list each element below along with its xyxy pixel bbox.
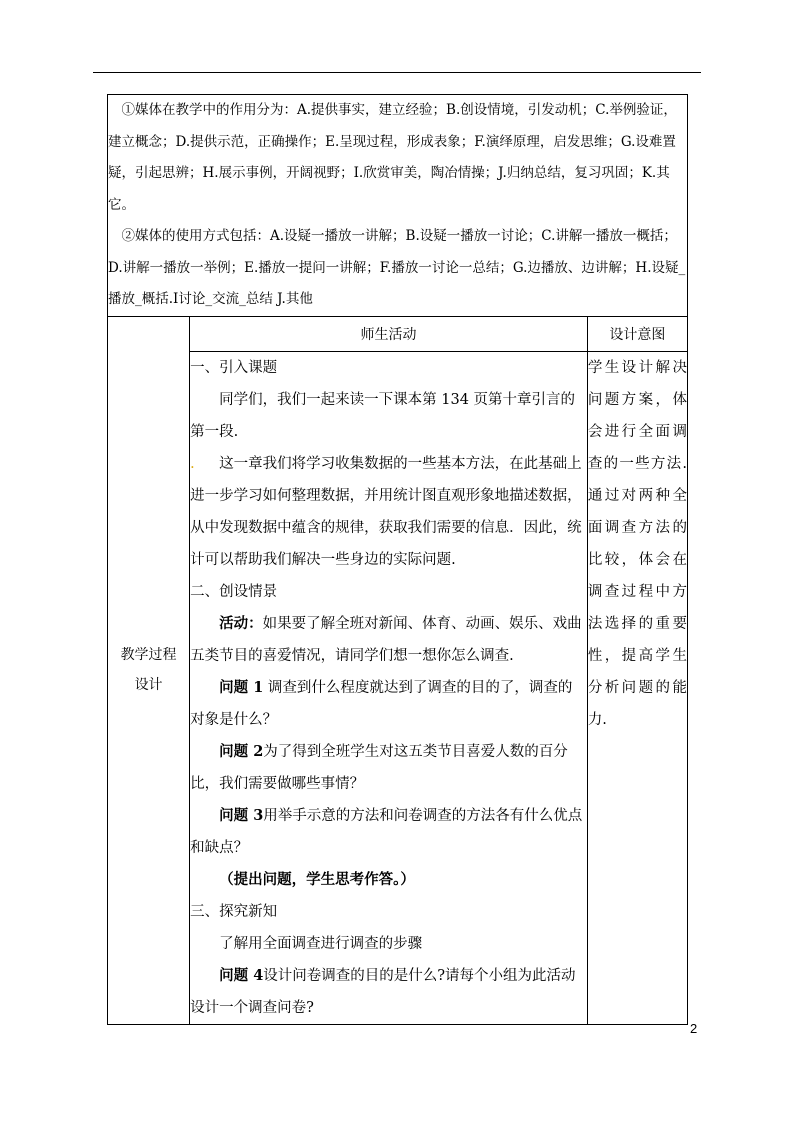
question4-text: 设计问卷调查的目的是什么?请每个小组为此活动设计一个调查问卷? (190, 967, 576, 1016)
question3-label: 问题 3 (219, 806, 264, 824)
section3-paragraph1: 了解用全面调查进行调查的步骤 (219, 935, 423, 952)
question3 (190, 800, 587, 864)
media-usage-text: ②媒体的使用方式包括：A.设疑一播放一讲解；B.设疑一播放一讨论；C.讲解一播放一概括；D.讲解一播放一举例；E.播放一提问一讲解；F.播放一讨论一总结；G.边播放、边讲解；H.设疑_播放_概括.I讨论_交流_总结 J.其他 (108, 228, 686, 307)
media-cell (108, 95, 688, 317)
intent-cell: 学生设计解决问题方案，体会进行全面调查的一些方法. 通过对两种全面调查方法的比较，体会在调查过程中方法选择的重要性，提高学生分析问题的能力. (587, 351, 687, 1024)
question2-text: 为了得到全班学生对这五类节目喜爱人数的百分比，我们需要做哪些事情？ (190, 743, 568, 792)
table-header-row (108, 316, 688, 351)
activity-text: 如果要了解全班对新闻、体育、动画、娱乐、戏曲五类节目的喜爱情况，请同学们想一想你怎么调查. (190, 615, 582, 664)
section1-title: 一、引入课题 (190, 359, 278, 376)
question1 (190, 672, 587, 736)
section1-paragraph2: 这一章我们将学习收集数据的一些基本方法，在此基础上进一步学习如何整理数据，并用统计图直观形象地描述数据，从中发现数据中蕴含的规律，获取我们需要的信息．因此，统计可以帮助我们解决一些身边的实际问题. (190, 455, 582, 568)
question1-label: 问题 1 (219, 678, 264, 696)
activity-paragraph (190, 608, 587, 672)
question4 (190, 960, 587, 1024)
prompt-line (190, 864, 587, 896)
section2-title: 二、创设情景 (190, 583, 278, 600)
header-rule (93, 72, 701, 73)
section1-mark: ． (190, 455, 205, 472)
question2 (190, 736, 587, 800)
prompt-text: （提出问题，学生思考作答。） (219, 870, 415, 888)
media-role-text: ①媒体在教学中的作用分为：A.提供事实，建立经验；B.创设情境，引发动机；C.举例验证，建立概念；D.提供示范，正确操作；E.呈现过程，形成表象；F.演绎原理，启发思维；G.设难置疑，引起思辨；H.展示事例，开阔视野；I.欣赏审美，陶冶情操；J.归纳总结，复习巩固；K.其它。 (108, 102, 677, 213)
content-row (108, 351, 688, 1024)
activity-label: 活动： (219, 614, 263, 632)
question2-label: 问题 2 (219, 742, 264, 760)
section3-title: 三、探究新知 (190, 903, 278, 920)
question1-text: 调查到什么程度就达到了调查的目的了，调查的对象是什么？ (190, 679, 573, 728)
intent-header: 设计意图 (587, 316, 687, 351)
side-label-cell (108, 316, 190, 1024)
activity-header: 师生活动 (190, 316, 588, 351)
activity-cell (190, 351, 588, 1024)
side-label-line2: 设计 (134, 677, 163, 693)
section1-paragraph2-wrap (190, 448, 587, 576)
side-label-line1: 教学过程 (120, 647, 177, 663)
section1-paragraph1: 同学们，我们一起来读一下课本第 134 页第十章引言的第一段. (190, 391, 576, 440)
lesson-table (107, 94, 688, 1025)
media-row (108, 95, 688, 317)
question3-text: 用举手示意的方法和问卷调查的方法各有什么优点和缺点？ (190, 807, 583, 856)
page-number: 2 (690, 1021, 698, 1036)
question4-label: 问题 4 (219, 966, 264, 984)
